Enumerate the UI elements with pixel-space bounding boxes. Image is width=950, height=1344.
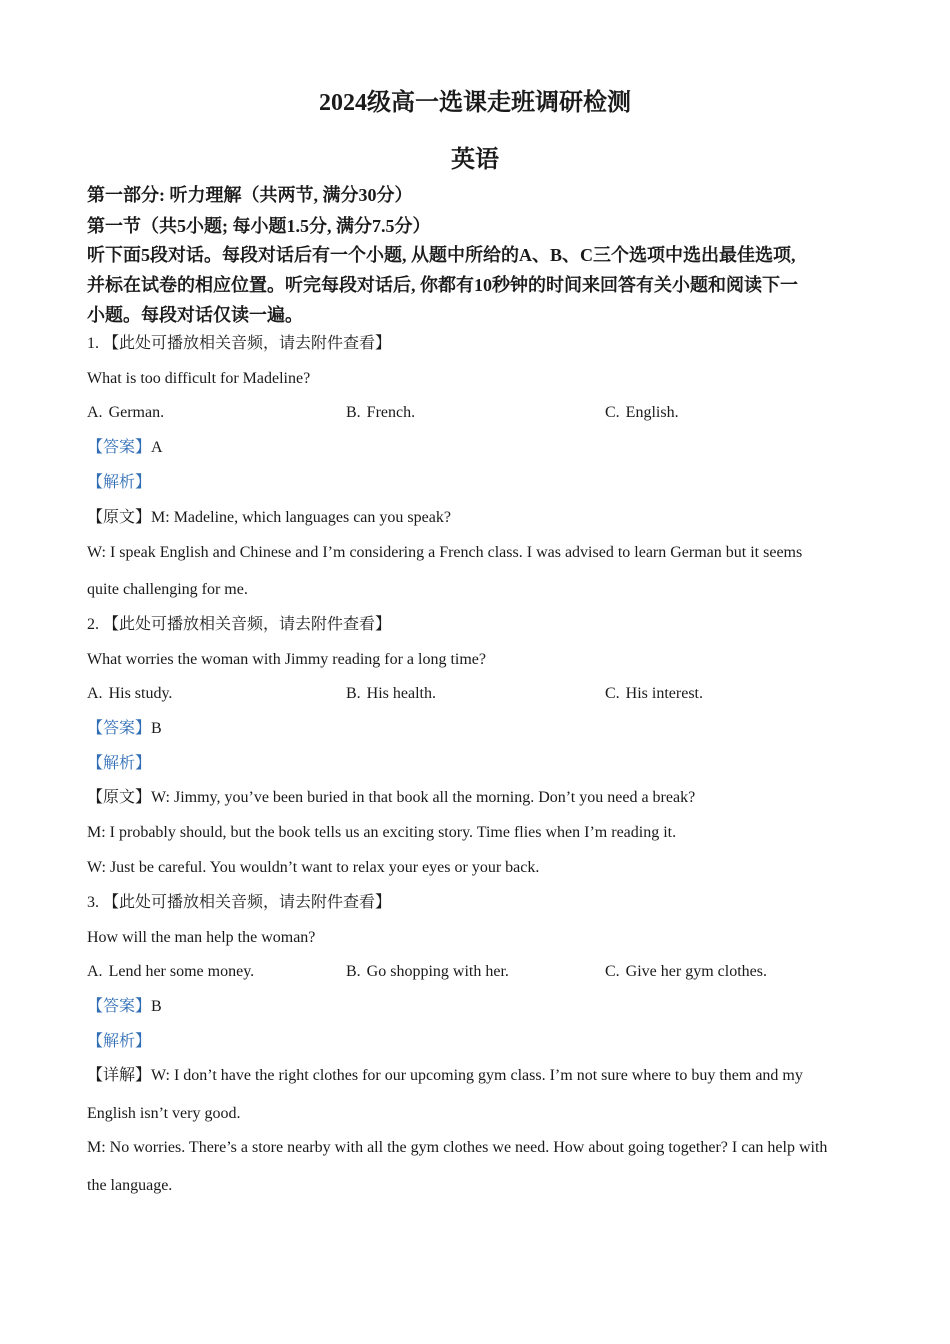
option-label: C.	[605, 963, 620, 980]
subject-title: 英语	[451, 147, 499, 173]
option-text: His interest.	[625, 685, 703, 702]
question-1-option-a	[87, 402, 164, 424]
option-label: C.	[605, 404, 620, 421]
transcript-tag: 【原文】	[87, 509, 152, 526]
transcript-line: W: I don’t have the right clothes for our upcoming gym class. I’m not sure where to buy them and my	[151, 1067, 803, 1084]
question-3-option-b	[346, 961, 509, 983]
option-label: B.	[346, 404, 361, 421]
transcript-line: M: I probably should, but the book tells us an exciting story. Time flies when I’m reading it.	[87, 824, 677, 841]
option-label: A.	[87, 685, 103, 702]
question-2-option-b	[346, 683, 436, 705]
transcript-line: the language.	[87, 1177, 173, 1194]
answer-value: A	[151, 439, 163, 456]
option-text: Go shopping with her.	[366, 963, 509, 980]
answer-value: B	[151, 998, 162, 1015]
option-text: English.	[625, 404, 679, 421]
transcript-line: W: Jimmy, you’ve been buried in that book all the morning. Don’t you need a break?	[151, 789, 696, 806]
question-3-option-a	[87, 961, 254, 983]
option-label: A.	[87, 404, 103, 421]
answer-tag: 【答案】	[87, 439, 152, 456]
option-text: His health.	[366, 685, 436, 702]
question-1-header: 1. 【此处可播放相关音频，请去附件查看】	[87, 335, 392, 352]
answer-value: B	[151, 720, 162, 737]
question-3-option-c	[605, 961, 767, 983]
answer-tag: 【答案】	[87, 998, 152, 1015]
option-label: B.	[346, 963, 361, 980]
transcript-line: English isn’t very good.	[87, 1105, 241, 1122]
exam-title: 2024级高一选课走班调研检测	[319, 90, 631, 116]
question-2-option-a	[87, 683, 172, 705]
answer-tag: 【答案】	[87, 720, 152, 737]
question-1-transcript	[87, 507, 451, 529]
question-3-answer	[87, 996, 162, 1018]
question-3-transcript	[87, 1065, 803, 1087]
question-1-answer	[87, 437, 163, 459]
option-text: Lend her some money.	[108, 963, 255, 980]
option-text: Give her gym clothes.	[625, 963, 767, 980]
question-2-answer	[87, 718, 162, 740]
instruction-line: 小题。每段对话仅读一遍。	[87, 305, 303, 325]
option-label: B.	[346, 685, 361, 702]
question-2-text: What worries the woman with Jimmy reading for a long time?	[87, 651, 487, 668]
question-3-header: 3. 【此处可播放相关音频，请去附件查看】	[87, 894, 392, 911]
question-1-analysis-tag: 【解析】	[87, 474, 152, 491]
question-1-option-c	[605, 402, 679, 424]
question-1-text: What is too difficult for Madeline?	[87, 370, 311, 387]
question-2-option-c	[605, 683, 703, 705]
question-3-text: How will the man help the woman?	[87, 929, 316, 946]
part-heading: 第一部分: 听力理解（共两节, 满分30分）	[87, 185, 413, 205]
option-text: French.	[366, 404, 416, 421]
transcript-line: quite challenging for me.	[87, 581, 248, 598]
question-3-analysis-tag: 【解析】	[87, 1033, 152, 1050]
question-1-option-b	[346, 402, 415, 424]
question-2-analysis-tag: 【解析】	[87, 755, 152, 772]
option-label: C.	[605, 685, 620, 702]
section-heading: 第一节（共5小题; 每小题1.5分, 满分7.5分）	[87, 216, 431, 236]
option-text: German.	[108, 404, 165, 421]
question-2-header: 2. 【此处可播放相关音频，请去附件查看】	[87, 616, 392, 633]
transcript-line: W: Just be careful. You wouldn’t want to relax your eyes or your back.	[87, 859, 540, 876]
transcript-line: W: I speak English and Chinese and I’m considering a French class. I was advised to learn German but it seems	[87, 544, 803, 561]
instruction-line: 听下面5段对话。每段对话后有一个小题, 从题中所给的A、B、C三个选项中选出最佳选项,	[87, 245, 796, 265]
question-2-transcript	[87, 787, 695, 809]
transcript-line: M: Madeline, which languages can you speak?	[151, 509, 451, 526]
option-label: A.	[87, 963, 103, 980]
option-text: His study.	[108, 685, 173, 702]
transcript-tag: 【原文】	[87, 789, 152, 806]
transcript-tag: 【详解】	[87, 1067, 152, 1084]
transcript-line: M: No worries. There’s a store nearby with all the gym clothes we need. How about going together? I can help with	[87, 1139, 828, 1156]
instruction-line: 并标在试卷的相应位置。听完每段对话后, 你都有10秒钟的时间来回答有关小题和阅读下一	[87, 275, 798, 295]
